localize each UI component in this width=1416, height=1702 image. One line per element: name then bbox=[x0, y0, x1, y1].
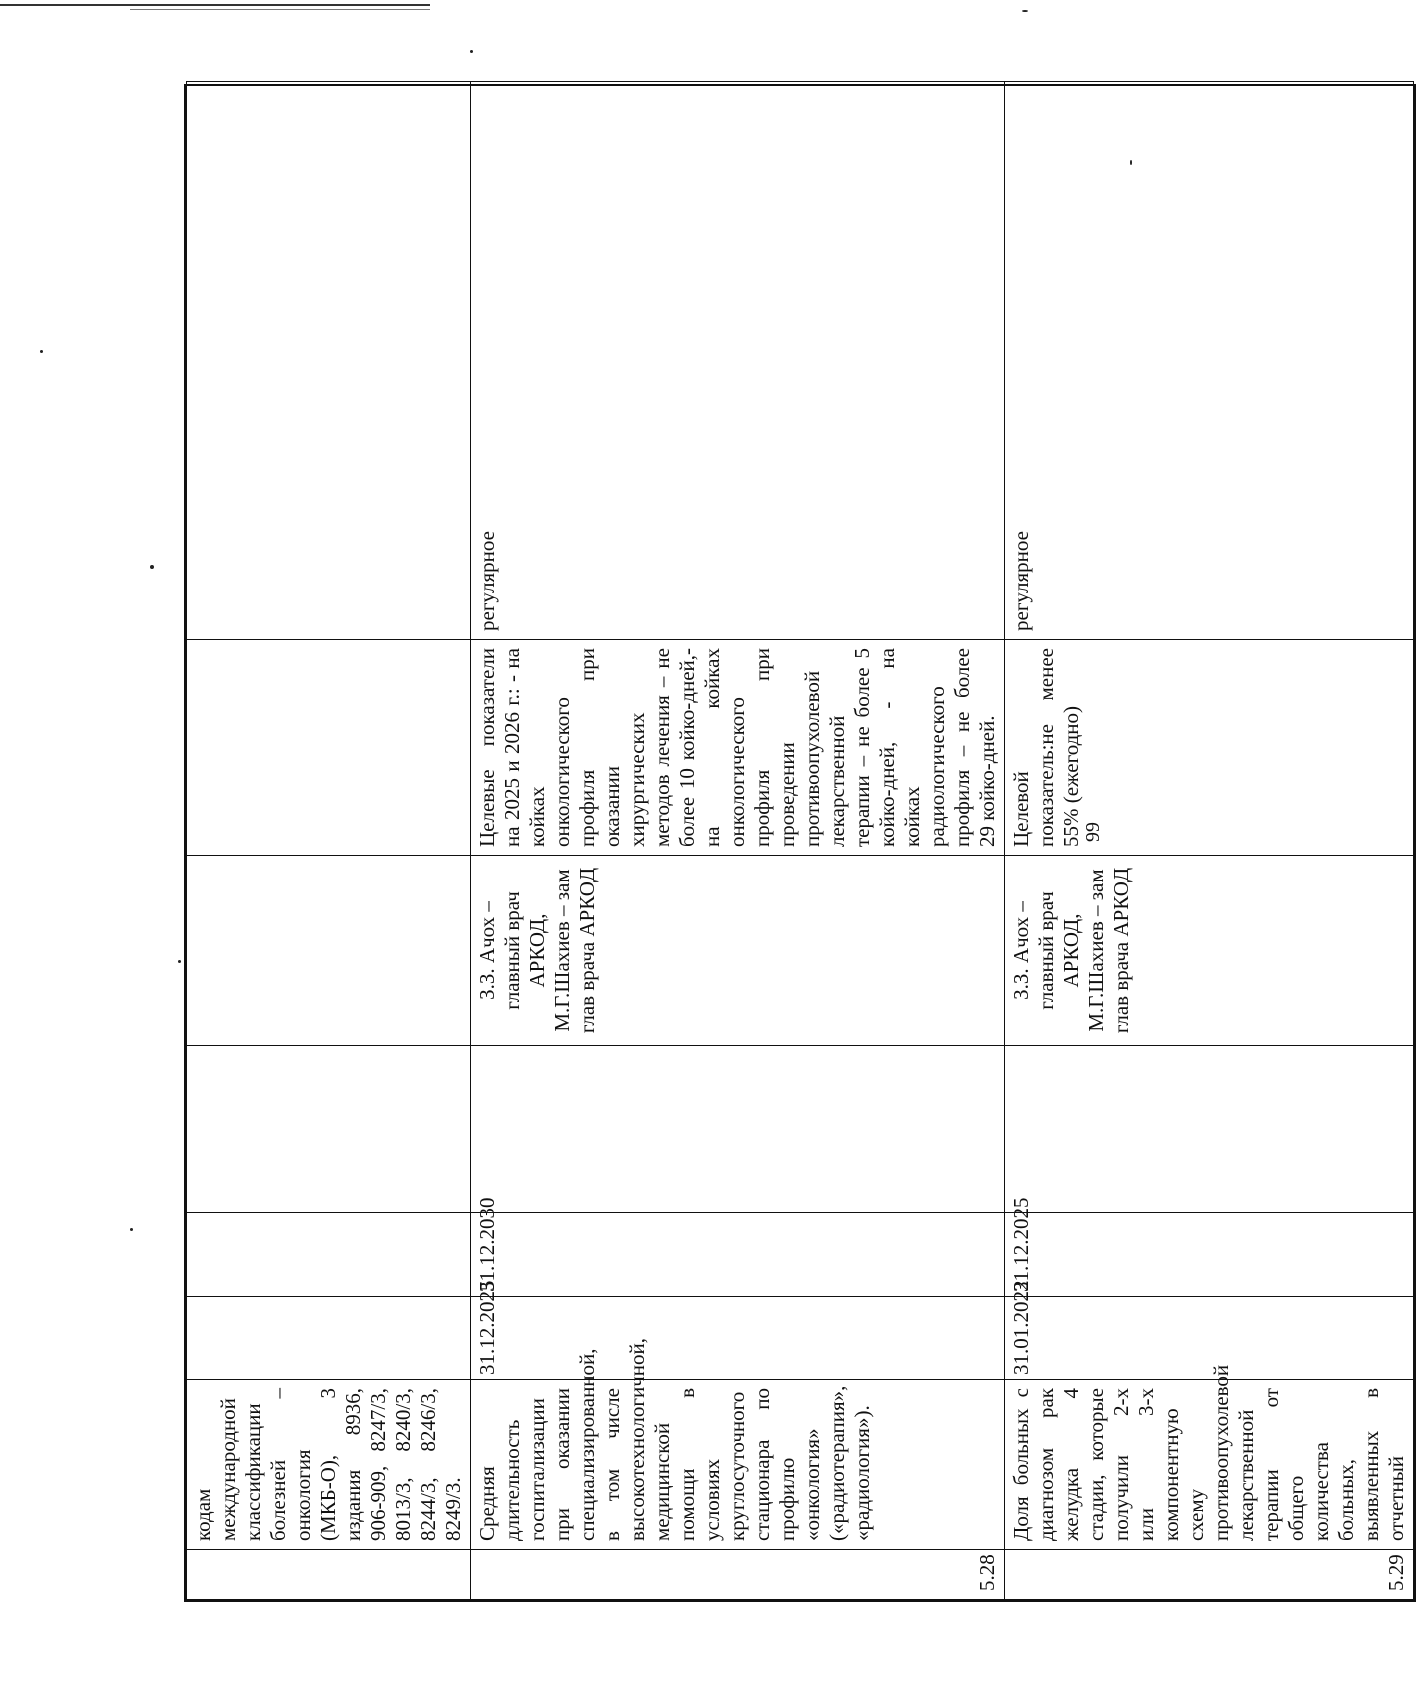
end-date bbox=[187, 1213, 471, 1297]
empty-cell bbox=[471, 1046, 1005, 1213]
scan-artifact-line bbox=[0, 4, 430, 6]
end-date: 31.12.2030 bbox=[471, 1213, 1005, 1297]
measure-name: кодам международной классификации болезней – онкология (МКБ-О), 3 издания 8936, 906-909, 8247/3, 8013/3, 8240/3, 8244/3, 8246/3, 8249/3. bbox=[187, 1380, 471, 1550]
scan-speck bbox=[470, 50, 473, 53]
empty-cell bbox=[1005, 1046, 1414, 1213]
rotated-page bbox=[0, 102, 1408, 1702]
responsible: З.З. Ачох – главный врач АРКОД, М.Г.Шахиев – зам глав врача АРКОД bbox=[471, 856, 1005, 1046]
frequency: регулярное bbox=[1005, 82, 1414, 640]
measures-table bbox=[186, 81, 1414, 1600]
row-number: 5.28 bbox=[471, 1550, 1005, 1600]
scan-speck bbox=[1022, 10, 1028, 12]
responsible bbox=[187, 856, 471, 1046]
table-row bbox=[187, 82, 471, 1600]
target-indicator: Целевые показатели на 2025 и 2026 г.: - на койках онкологического профиля при оказании хирургических методов лечения – не более 10 койко-дней,- на койках онкологического профиля при проведении противоопухолевой лекарственной терапии – не более 5 койко-дней, - на койках радиологического профиля – не более 29 койко-дней. bbox=[471, 640, 1005, 856]
table-row bbox=[1005, 82, 1414, 1600]
responsible: З.З. Ачох – главный врач АРКОД, М.Г.Шахиев – зам глав врача АРКОД bbox=[1005, 856, 1414, 1046]
start-date: 31.01.2022 bbox=[1005, 1297, 1414, 1380]
target-indicator bbox=[187, 640, 471, 856]
scan-artifact-line bbox=[130, 9, 430, 10]
end-date: 31.12.2025 bbox=[1005, 1213, 1414, 1297]
plan-table bbox=[184, 84, 1416, 1602]
start-date: 31.12.2025 bbox=[471, 1297, 1005, 1380]
row-number bbox=[187, 1550, 471, 1600]
measure-name: Средняя длительность госпитализации при оказании специализированной, в том числе высокотехнологичной, медицинской помощи в условиях круглосуточного стационара по профилю «онкология» («радиотерапия», «радиология»). bbox=[471, 1380, 1005, 1550]
measure-name: Доля больных с диагнозом рак желудка 4 стадии, которые получили 2-х или 3-х компонентную схему противоопухолевой лекарственной терапии от общего количества больных, выявленных в отчетный bbox=[1005, 1380, 1414, 1550]
start-date bbox=[187, 1297, 471, 1380]
target-indicator: Целевой показатель:не менее 55% (ежегодно) bbox=[1005, 640, 1414, 856]
row-number: 5.29 bbox=[1005, 1550, 1414, 1600]
page-number: 99 bbox=[1082, 822, 1104, 842]
table-row bbox=[471, 82, 1005, 1600]
empty-cell bbox=[187, 1046, 471, 1213]
frequency: регулярное bbox=[471, 82, 1005, 640]
frequency bbox=[187, 82, 471, 640]
